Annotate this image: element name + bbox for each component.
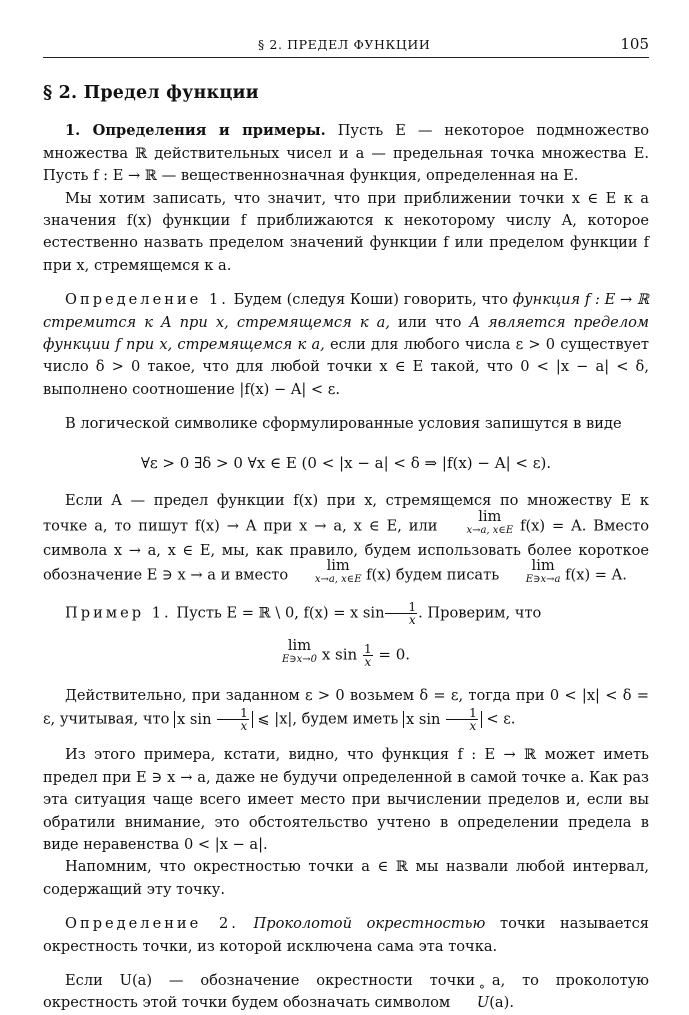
fraction	[363, 643, 373, 668]
fraction	[217, 707, 249, 732]
fraction	[446, 707, 478, 732]
paragraph-motivation: Мы хотим записать, что значит, что при приближении точки x ∈ E к a значения f(x) функции f приближаются к некоторому числу A, которое естественно назвать пределом значений функции f или пределом функции f при x, стремящемся к a.	[43, 189, 649, 274]
definition-1-text-b: или что	[398, 313, 462, 331]
definition-1-text: Будем (следуя Коши) говорить, что	[233, 291, 509, 309]
absolute-value-expression	[403, 706, 482, 734]
abs-expression-text: x sin	[405, 710, 441, 728]
definition-2-term: Проколотой окрестностью	[253, 915, 486, 933]
notation-text-d: f(x) = A.	[565, 566, 627, 584]
subsection-heading: 1. Определения и примеры.	[65, 122, 326, 140]
definition-1-label: Определение 1.	[65, 291, 229, 309]
proof-text-a: Действительно, при заданном ε > 0 возьмем δ = ε, тогда при 0 < |x| < δ = ε, учитывая, что	[43, 686, 649, 728]
definition-2-text: точки называется окрестность точки, из которой исключена сама эта точка.	[43, 915, 650, 955]
example-1-text: Пусть E = ℝ \ 0, f(x) = x sin	[176, 604, 385, 622]
lim-word: lim	[287, 636, 312, 654]
fraction-denominator: x	[408, 612, 416, 627]
lim-word: lim	[326, 556, 350, 574]
punctured-neighborhood-symbol: ° U	[455, 992, 489, 1014]
proof-text-c: < ε.	[486, 710, 516, 728]
lim-operator	[444, 509, 513, 536]
example-1	[43, 601, 649, 626]
lim-operator	[504, 558, 561, 585]
page-body	[43, 82, 649, 1015]
fraction-denominator: x	[469, 719, 477, 734]
punctured-text: Если U(a) — обозначение окрестности точки a, то проколотую окрестность этой точки будем обозначать символом	[43, 971, 649, 1012]
notation-text-b: f(x) = A. Вместо символа x → a, x ∈ E, мы, как правило, будем использовать более короткое обозначение E ∋ x → a и вместо	[43, 517, 650, 584]
fraction-numerator: 1	[446, 707, 478, 720]
absolute-value-expression	[174, 706, 253, 734]
fraction-numerator: 1	[385, 601, 417, 614]
lim-subscript: E∋x→a	[525, 573, 561, 585]
notation-text-c: f(x) будем писать	[366, 566, 500, 584]
paragraph-text: Пусть E — некоторое подмножество множества ℝ действительных чисел и a — предельная точка множества E. Пусть f : E → ℝ — вещественнозначная функция, определенная на E.	[43, 122, 649, 185]
paragraph-proof	[43, 685, 649, 732]
formula-result: = 0.	[378, 645, 411, 664]
section-title: § 2. Предел функции	[43, 83, 259, 103]
proof-text-b: ⩽ |x|, будем иметь	[257, 710, 399, 728]
definition-1	[43, 289, 649, 401]
fraction-numerator: 1	[363, 641, 372, 656]
punctured-symbol-arg: (a).	[489, 994, 514, 1012]
fraction-denominator: x	[364, 654, 372, 669]
fraction	[385, 601, 417, 626]
lim-subscript: x→a, x∈E	[314, 573, 362, 585]
example-1-label: Пример 1.	[65, 604, 172, 622]
fraction-denominator: x	[240, 719, 248, 734]
example-1-tail: . Проверим, что	[418, 604, 542, 622]
paragraph-neighborhood: Напомним, что окрестностью точки a ∈ ℝ мы назвали любой интервал, содержащий эту точку.	[43, 858, 649, 898]
page-number: 105	[620, 35, 649, 53]
paragraph-logic: В логической символике сформулированные условия запишутся в виде	[65, 415, 622, 433]
definition-2	[43, 913, 649, 958]
fraction-numerator: 1	[217, 707, 249, 720]
paragraph-definitions-intro	[43, 120, 649, 187]
abs-expression-text: x sin	[177, 710, 212, 728]
lim-word: lim	[531, 556, 555, 574]
formula-example-limit	[43, 636, 649, 669]
lim-operator	[282, 638, 317, 665]
definition-2-label: Определение 2.	[65, 915, 239, 933]
lim-subscript: E∋x→0	[281, 653, 318, 665]
page-header	[43, 35, 649, 58]
definition-1-emphasis-b: A является пределом функции f при x, стремящемся к a,	[43, 313, 649, 354]
formula-cauchy-limit: ∀ε > 0 ∃δ > 0 ∀x ∈ E (0 < |x − a| < δ ⇒ |f(x) − A| < ε).	[140, 453, 552, 472]
paragraph-punctured-notation	[43, 970, 649, 1015]
lim-subscript: x→a, x∈E	[466, 524, 514, 536]
running-title: § 2. ПРЕДЕЛ ФУНКЦИИ	[258, 37, 431, 52]
definition-1-text-c: если для любого числа ε > 0 существует число δ > 0 такое, что для любой точки x ∈ E такой, что 0 < |x − a| < δ, выполнено соотношение |f(x) − A| < ε.	[43, 336, 649, 398]
lim-word: lim	[478, 507, 502, 525]
formula-expression: x sin	[321, 645, 358, 664]
definition-1-emphasis-a: функция f : E → ℝ стремится к A при x, стремящемся к a,	[43, 291, 650, 331]
notation-text-a: Если A — предел функции f(x) при x, стремящемся по множеству E к точке a, то пишут f(x) → A при x → a, x ∈ E, или	[43, 492, 649, 534]
paragraph-remark: Из этого примера, кстати, видно, что функция f : E → ℝ может иметь предел при E ∋ x → a, даже не будучи определенной в самой точке a. Как раз эта ситуация чаще всего имеет место при вычислении пределов и, если вы обратили внимание, это обстоятельство учтено в определении предела в виде неравенства 0 < |x − a|.	[43, 746, 649, 853]
paragraph-notation	[43, 490, 649, 589]
lim-operator	[293, 558, 362, 585]
